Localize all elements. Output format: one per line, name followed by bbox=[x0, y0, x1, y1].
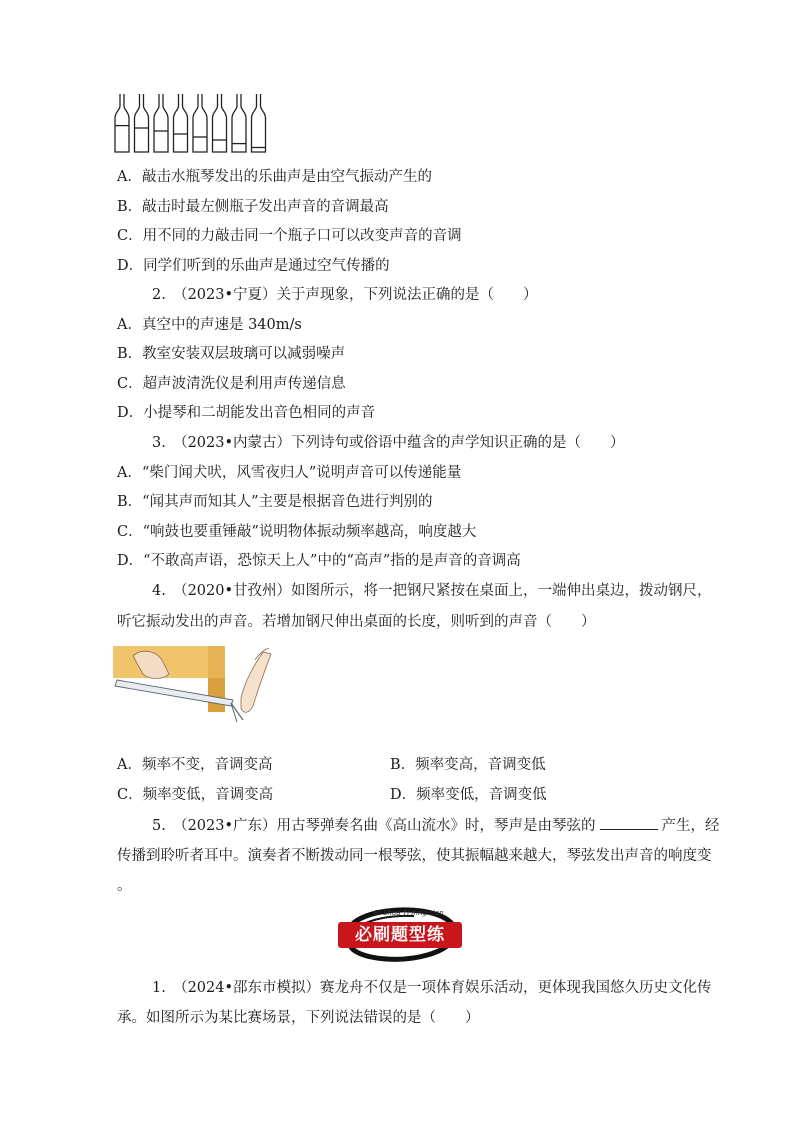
bottle-icon bbox=[193, 94, 207, 152]
q3-option-d: D．“不敢高声语，恐惊天上人”中的“高声”指的是声音的音调高 bbox=[117, 553, 521, 569]
section-banner bbox=[330, 903, 470, 965]
bottle-icon bbox=[135, 94, 149, 152]
q3-option-b: B．“闻其声而知其人”主要是根据音色进行判别的 bbox=[117, 494, 433, 510]
bottle-icon bbox=[154, 94, 168, 152]
q4-option-d: D．频率变低，音调变低 bbox=[390, 787, 547, 803]
q4-option-c: C．频率变低，音调变高 bbox=[117, 787, 274, 803]
q3-stem: 3. （2023•内蒙古）下列诗句或俗语中蕴含的声学知识正确的是（ ） bbox=[152, 435, 625, 451]
q2-option-a: A．真空中的声速是 340m/s bbox=[117, 317, 302, 333]
q5-stem-part-b: 产生，经 bbox=[661, 818, 720, 834]
q5-stem-line3: 。 bbox=[117, 878, 132, 894]
bottle-icon bbox=[174, 94, 188, 152]
banner-title: 必刷题型练 bbox=[338, 922, 462, 948]
q2-option-d: D．小提琴和二胡能发出音色相同的声音 bbox=[117, 405, 376, 421]
q3-option-c: C．“响鼓也要重锤敲”说明物体振动频率越高，响度越大 bbox=[117, 524, 477, 540]
q5-stem-part-a: 5. （2023•广东）用古琴弹奏名曲《高山流水》时，琴声是由琴弦的 bbox=[152, 818, 596, 834]
q1-option-a: A．敲击水瓶琴发出的乐曲声是由空气振动产生的 bbox=[117, 169, 432, 185]
q4-option-b: B．频率变高，音调变低 bbox=[390, 757, 546, 773]
bottle-icon bbox=[252, 94, 266, 152]
ruler-desk-figure bbox=[113, 640, 283, 735]
banner-script: Bi Shua Ti Xing Lian bbox=[374, 909, 444, 917]
q5-stem-line1 bbox=[152, 815, 720, 836]
q5-stem-line2: 传播到聆听者耳中。演奏者不断拨动同一根琴弦，使其振幅越来越大，琴弦发出声音的响度变 bbox=[117, 848, 712, 864]
q5-answer-blank[interactable] bbox=[600, 815, 658, 830]
q1-option-d: D．同学们听到的乐曲声是通过空气传播的 bbox=[117, 258, 390, 274]
q2-option-b: B．教室安装双层玻璃可以减弱噪声 bbox=[117, 346, 346, 362]
p1-stem-line2: 承。如图所示为某比赛场景，下列说法错误的是（ ） bbox=[117, 1010, 480, 1026]
q2-stem: 2. （2023•宁夏）关于声现象，下列说法正确的是（ ） bbox=[152, 287, 538, 303]
q4-stem-line1: 4. （2020•甘孜州）如图所示，将一把钢尺紧按在桌面上，一端伸出桌边，拨动钢尺， bbox=[152, 583, 712, 599]
q1-option-c: C．用不同的力敲击同一个瓶子口可以改变声音的音调 bbox=[117, 228, 462, 244]
q4-stem-line2: 听它振动发出的声音。若增加钢尺伸出桌面的长度，则听到的声音（ ） bbox=[117, 614, 596, 630]
q1-option-b: B．敲击时最左侧瓶子发出声音的音调最高 bbox=[117, 199, 389, 215]
q4-option-a: A．频率不变，音调变高 bbox=[117, 757, 273, 773]
q2-option-c: C．超声波清洗仪是利用声传递信息 bbox=[117, 376, 346, 392]
q3-option-a: A．“柴门闻犬吠，风雪夜归人”说明声音可以传递能量 bbox=[117, 465, 462, 481]
bottle-icon bbox=[213, 94, 227, 152]
p1-stem-line1: 1. （2024•邵东市模拟）赛龙舟不仅是一项体育娱乐活动，更体现我国悠久历史文化传 bbox=[152, 980, 712, 996]
water-bottles-figure bbox=[113, 92, 271, 154]
bottle-icon bbox=[115, 94, 129, 152]
